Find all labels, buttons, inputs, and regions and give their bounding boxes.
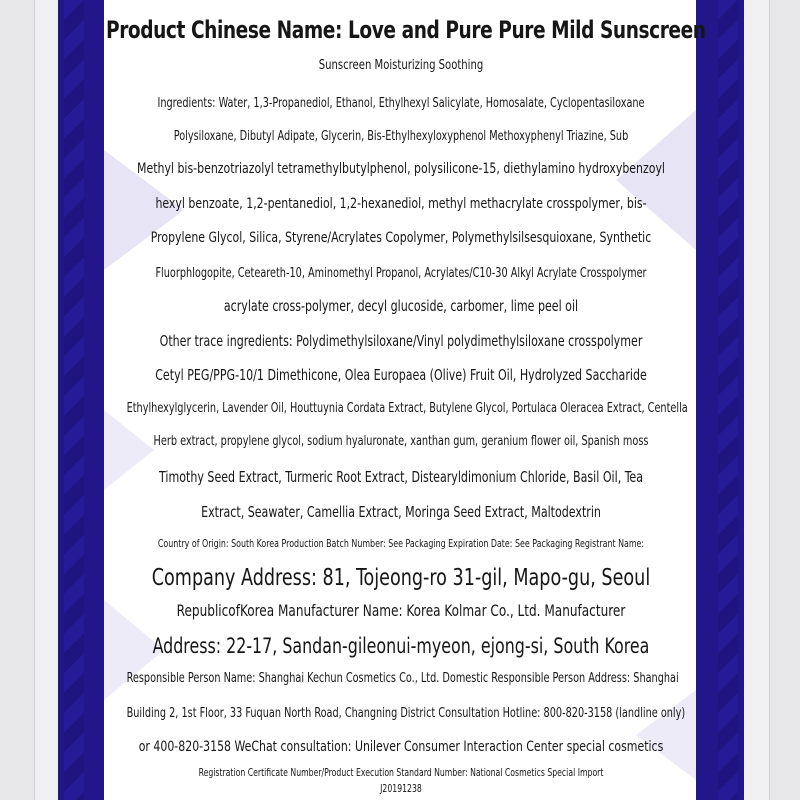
registration-line: Registration Certificate Number/Product Execution Standard Number: National Cosmetics Special Import: [198, 767, 604, 779]
product-title: Product Chinese Name: Love and Pure Pure Mild Sunscreen: [106, 16, 706, 44]
manufacturer-address-line: Address: 22-17, Sandan-gileonui-myeon, ejong-si, South Korea: [152, 634, 650, 658]
responsible-address-line: Building 2, 1st Floor, 33 Fuquan North Road, Changning District Consultation Hotline: 800-820-3158 (landline only): [126, 705, 686, 721]
hotline-line: or 400-820-3158 WeChat consultation: Unilever Consumer Interaction Center special cosmetics: [138, 739, 664, 755]
ingredients-line: hexyl benzoate, 1,2-pentanediol, 1,2-hexanediol, methyl methacrylate crosspolymer, bis-: [155, 196, 647, 212]
ingredients-line: Polysiloxane, Dibutyl Adipate, Glycerin, Bis-Ethylhexyloxyphenol Methoxyphenyl Triazine, Sub: [173, 128, 629, 144]
product-subtitle: Sunscreen Moisturizing Soothing: [318, 58, 484, 73]
ingredients-line: Ingredients: Water, 1,3-Propanediol, Ethanol, Ethylhexyl Salicylate, Homosalate, Cyclopentasiloxane: [157, 95, 645, 111]
responsible-person-line: Responsible Person Name: Shanghai Kechun Cosmetics Co., Ltd. Domestic Responsible Person Address: Shanghai: [126, 670, 679, 686]
registration-number: J20191238: [380, 783, 422, 795]
label-text: [58, 0, 744, 800]
trace-ingredients-line: Ethylhexylglycerin, Lavender Oil, Houttuynia Cordata Extract, Butylene Glycol, Portulaca Oleracea Extract, Centella: [126, 400, 688, 416]
ingredients-line: Fluorphlogopite, Ceteareth-10, Aminomethyl Propanol, Acrylates/C10-30 Alkyl Acrylate Crosspolymer: [155, 265, 647, 281]
trace-ingredients-line: Cetyl PEG/PPG-10/1 Dimethicone, Olea Europaea (Olive) Fruit Oil, Hydrolyzed Saccharide: [155, 366, 647, 384]
origin-line: Country of Origin: South Korea Production Batch Number: See Packaging Expiration Date: See Packaging Registrant Name:: [157, 537, 645, 550]
ingredients-line: Methyl bis-benzotriazolyl tetramethylbutylphenol, polysilicone-15, diethylamino hydroxybenzoyl: [137, 161, 665, 177]
trace-ingredients-line: Extract, Seawater, Camellia Extract, Moringa Seed Extract, Maltodextrin: [201, 503, 601, 521]
trace-ingredients-line: Timothy Seed Extract, Turmeric Root Extract, Distearyldimonium Chloride, Basil Oil, Tea: [158, 468, 643, 486]
ingredients-line: Propylene Glycol, Silica, Styrene/Acrylates Copolymer, Polymethylsilsesquioxane, Synthetic: [150, 230, 652, 246]
ingredients-line: acrylate cross-polymer, decyl glucoside, carbomer, lime peel oil: [223, 297, 579, 315]
trace-ingredients-line: Herb extract, propylene glycol, sodium hyaluronate, xanthan gum, geranium flower oil, Spanish moss: [153, 433, 649, 449]
manufacturer-line: RepublicofKorea Manufacturer Name: Korea Kolmar Co., Ltd. Manufacturer: [176, 601, 626, 620]
trace-ingredients-line: Other trace ingredients: Polydimethylsiloxane/Vinyl polydimethylsiloxane crosspolymer: [159, 332, 643, 350]
company-address-line: Company Address: 81, Tojeong-ro 31-gil, Mapo-gu, Seoul: [151, 565, 651, 591]
